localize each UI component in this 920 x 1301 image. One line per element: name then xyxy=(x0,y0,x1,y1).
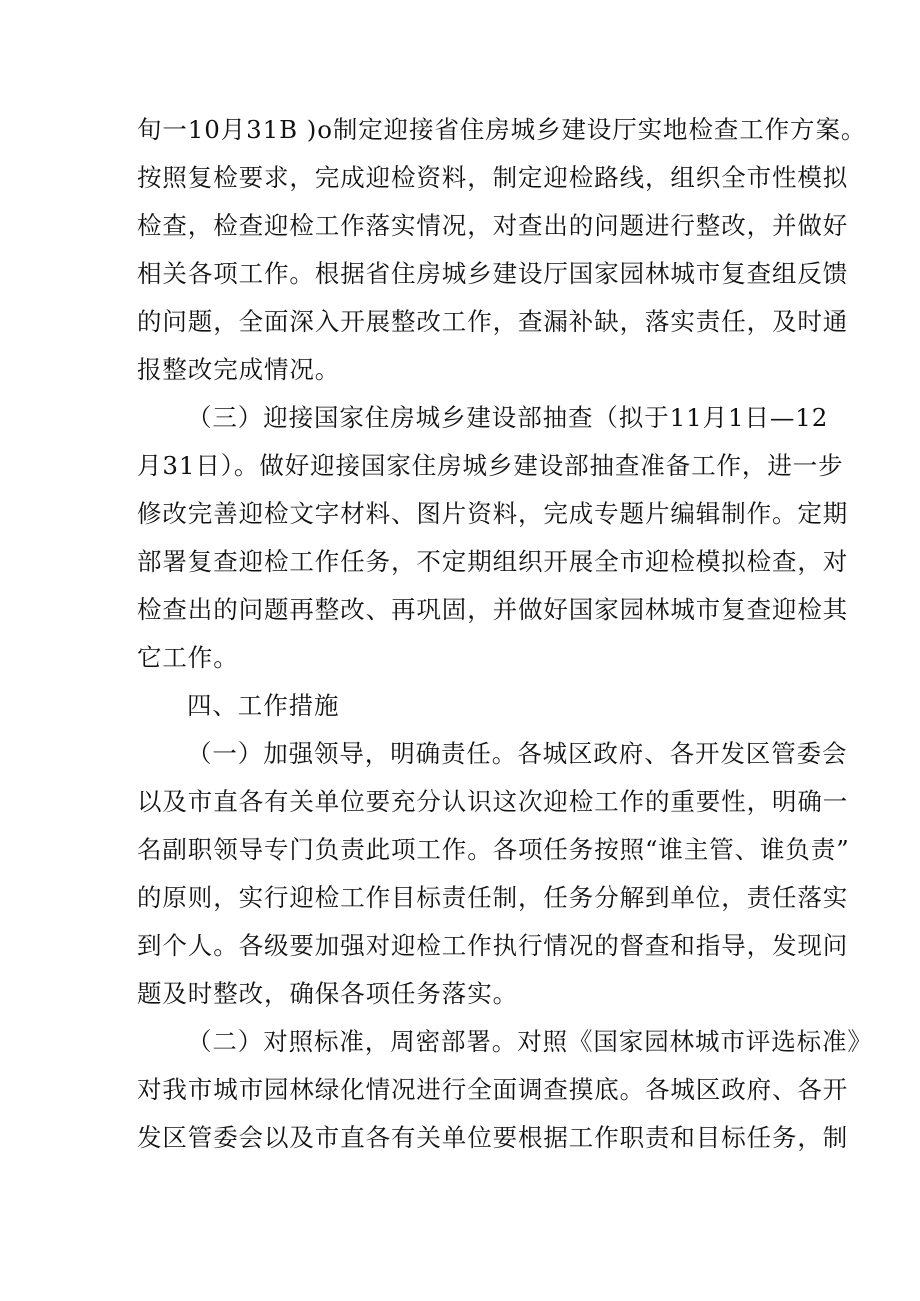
text-line: 到个人。各级要加强对迎检工作执行情况的督查和指导，发现问 xyxy=(137,931,849,960)
text-line: 旬一10月31B )o制定迎接省住房城乡建设厅实地检查工作方案。 xyxy=(137,115,867,144)
text-line: 以及市直各有关单位要充分认识这次迎检工作的重要性，明确一 xyxy=(137,787,849,816)
text-line: 部署复查迎检工作任务，不定期组织开展全市迎检模拟检查，对 xyxy=(137,547,849,576)
text-line: 检查，检查迎检工作落实情况，对查出的问题进行整改，并做好 xyxy=(137,211,849,240)
text-line: 它工作。 xyxy=(137,643,239,672)
text-line: 月31日）。做好迎接国家住房城乡建设部抽查准备工作，进一步 xyxy=(137,451,844,480)
text-line: 对我市城市园林绿化情况进行全面调查摸底。各城区政府、各开 xyxy=(137,1075,849,1104)
text-line: 相关各项工作。根据省住房城乡建设厅国家园林城市复查组反馈 xyxy=(137,259,849,288)
text-line: 检查出的问题再整改、再巩固，并做好国家园林城市复查迎检其 xyxy=(137,595,849,624)
section-heading: 四、工作措施 xyxy=(187,691,340,720)
text-line: 名副职领导专门负责此项工作。各项任务按照“谁主管、谁负责” xyxy=(137,835,850,864)
text-line: 的原则，实行迎检工作目标责任制，任务分解到单位，责任落实 xyxy=(137,883,849,912)
text-line: 修改完善迎检文字材料、图片资料，完成专题片编辑制作。定期 xyxy=(137,499,849,528)
text-line: 题及时整改，确保各项任务落实。 xyxy=(137,979,518,1008)
text-line: 按照复检要求，完成迎检资料，制定迎检路线，组织全市性模拟 xyxy=(137,163,849,192)
text-line: 报整改完成情况。 xyxy=(137,355,341,384)
text-line: 的问题，全面深入开展整改工作，查漏补缺，落实责任，及时通 xyxy=(137,307,849,336)
text-line: 发区管委会以及市直各有关单位要根据工作职责和目标任务，制 xyxy=(137,1123,849,1152)
text-line: （二）对照标准，周密部署。对照《国家园林城市评选标准》 xyxy=(187,1027,873,1056)
text-line: （三）迎接国家住房城乡建设部抽查（拟于11月1日—12 xyxy=(187,403,829,432)
text-line: （一）加强领导，明确责任。各城区政府、各开发区管委会 xyxy=(187,739,848,768)
